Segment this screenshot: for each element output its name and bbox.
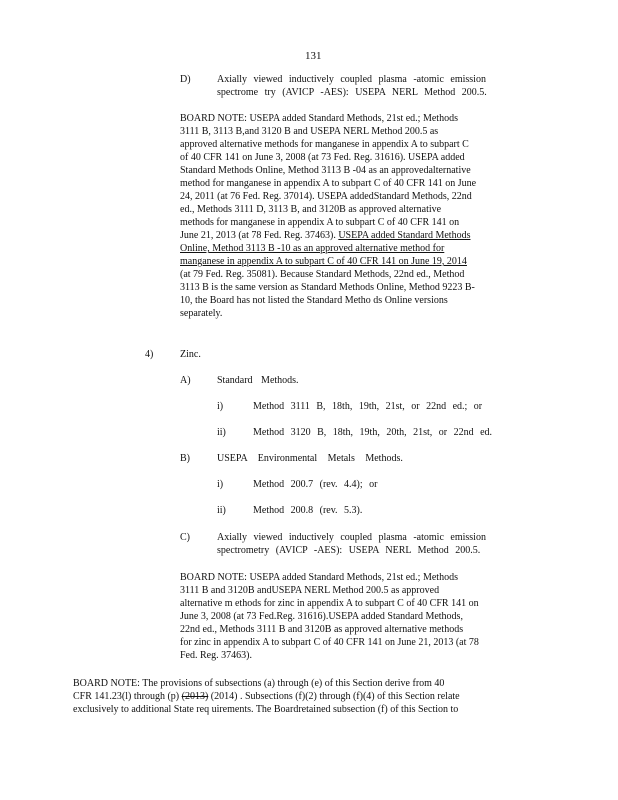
text-line: of 40 CFR 141 on June 3, 2008 (at 73 Fed. Reg. 31616). USEPA added [180,152,465,163]
text-line: Axially viewed inductively coupled plasma -atomic emission [217,532,486,543]
text-line: separately. [180,308,223,319]
text-fragment: June 21, 2013 (at 78 Fed. Reg. 37463). [180,230,336,241]
board-note-manganese [180,112,542,320]
item-d-label: D) [180,74,191,85]
item-4-title: Zinc. [180,349,201,360]
page-number: 131 [305,50,322,62]
item-a-ii-text: Method 3120 B, 18th, 19th, 20th, 21st, or 22nd ed. [253,427,493,438]
text-line: Standard Methods Online, Method 3113 B -04 as an approvedalternative [180,165,471,176]
underlined-insertion: USEPA added Standard Methods [338,230,471,241]
text-line: (at 79 Fed. Reg. 35081). Because Standard Methods, 22nd ed., Method [180,269,465,280]
board-note-zinc [180,571,542,662]
text-line: BOARD NOTE: USEPA added Standard Methods, 21st ed.; Methods [180,113,458,124]
text-line: BOARD NOTE: USEPA added Standard Methods, 21st ed.; Methods [180,572,458,583]
text-line [73,690,543,703]
item-a-i-label: i) [217,401,224,412]
item-b-title: USEPA Environmental Metals Methods. [217,453,403,464]
text-fragment: CFR 141.23(l) through (p) [73,691,182,702]
text-line: BOARD NOTE: The provisions of subsections (a) through (e) of this Section derive from 40 [73,678,445,689]
item-a-ii-label: ii) [217,427,226,438]
underlined-insertion: manganese in appendix A to subpart C of 40 CFR 141 on June 19, 2014 [180,256,467,267]
text-fragment: (2014) . Subsections (f)(2) through (f)(4) of this Section relate [208,691,460,702]
text-line: 22nd ed., Methods 3111 B and 3120B as approved alternative methods [180,624,464,635]
item-c-label: C) [180,532,190,543]
item-b-ii-text: Method 200.8 (rev. 5.3). [253,505,363,516]
text-line: ed., Methods 3111 D, 3113 B, and 3120B as approved alternative [180,204,442,215]
board-note-section [73,677,543,716]
item-a-i-text: Method 3111 B, 18th, 19th, 21st, or 22nd ed.; or [253,401,483,412]
text-line: approved alternative methods for manganese in appendix A to subpart C [180,139,469,150]
text-line: method for manganese in appendix A to subpart C of 40 CFR 141 on June [180,178,477,189]
text-line: alternative m ethods for zinc in appendix A to subpart C of 40 CFR 141 on [180,598,479,609]
item-c-text [217,531,579,557]
struck-deletion: (2013) [181,691,209,702]
item-b-label: B) [180,453,190,464]
text-line: exclusively to additional State req uirements. The Boardretained subsection (f) of this Section to [73,704,459,715]
text-line: Fed. Reg. 37463). [180,650,252,661]
text-line: spectrome try (AVICP -AES): USEPA NERL Method 200.5. [217,87,487,98]
item-b-i-label: i) [217,479,224,490]
text-line: methods for manganese in appendix A to subpart C of 40 CFR 141 on [180,217,460,228]
underlined-insertion: Online, Method 3113 B -10 as an approved alternative method for [180,243,445,254]
item-b-i-text: Method 200.7 (rev. 4.4); or [253,479,378,490]
text-line: 10, the Board has not listed the Standard Metho ds Online versions [180,295,448,306]
item-b-ii-label: ii) [217,505,226,516]
item-a-title: Standard Methods. [217,375,299,386]
text-line [180,229,542,242]
text-line: spectrometry (AVICP -AES): USEPA NERL Method 200.5. [217,545,481,556]
item-4-label: 4) [145,349,154,360]
text-line: for zinc in appendix A to subpart C of 40 CFR 141 on June 21, 2013 (at 78 [180,637,479,648]
text-line: June 3, 2008 (at 73 Fed.Reg. 31616).USEPA added Standard Methods, [180,611,463,622]
text-line: 3113 B is the same version as Standard Methods Online, Method 9223 B- [180,282,475,293]
item-a-label: A) [180,375,191,386]
text-line: 3111 B and 3120B andUSEPA NERL Method 200.5 as approved [180,585,440,596]
item-d-text [217,73,579,99]
text-line: Axially viewed inductively coupled plasma -atomic emission [217,74,486,85]
text-line: 3111 B, 3113 B,and 3120 B and USEPA NERL Method 200.5 as [180,126,439,137]
text-line: 24, 2011 (at 76 Fed. Reg. 37014). USEPA addedStandard Methods, 22nd [180,191,472,202]
